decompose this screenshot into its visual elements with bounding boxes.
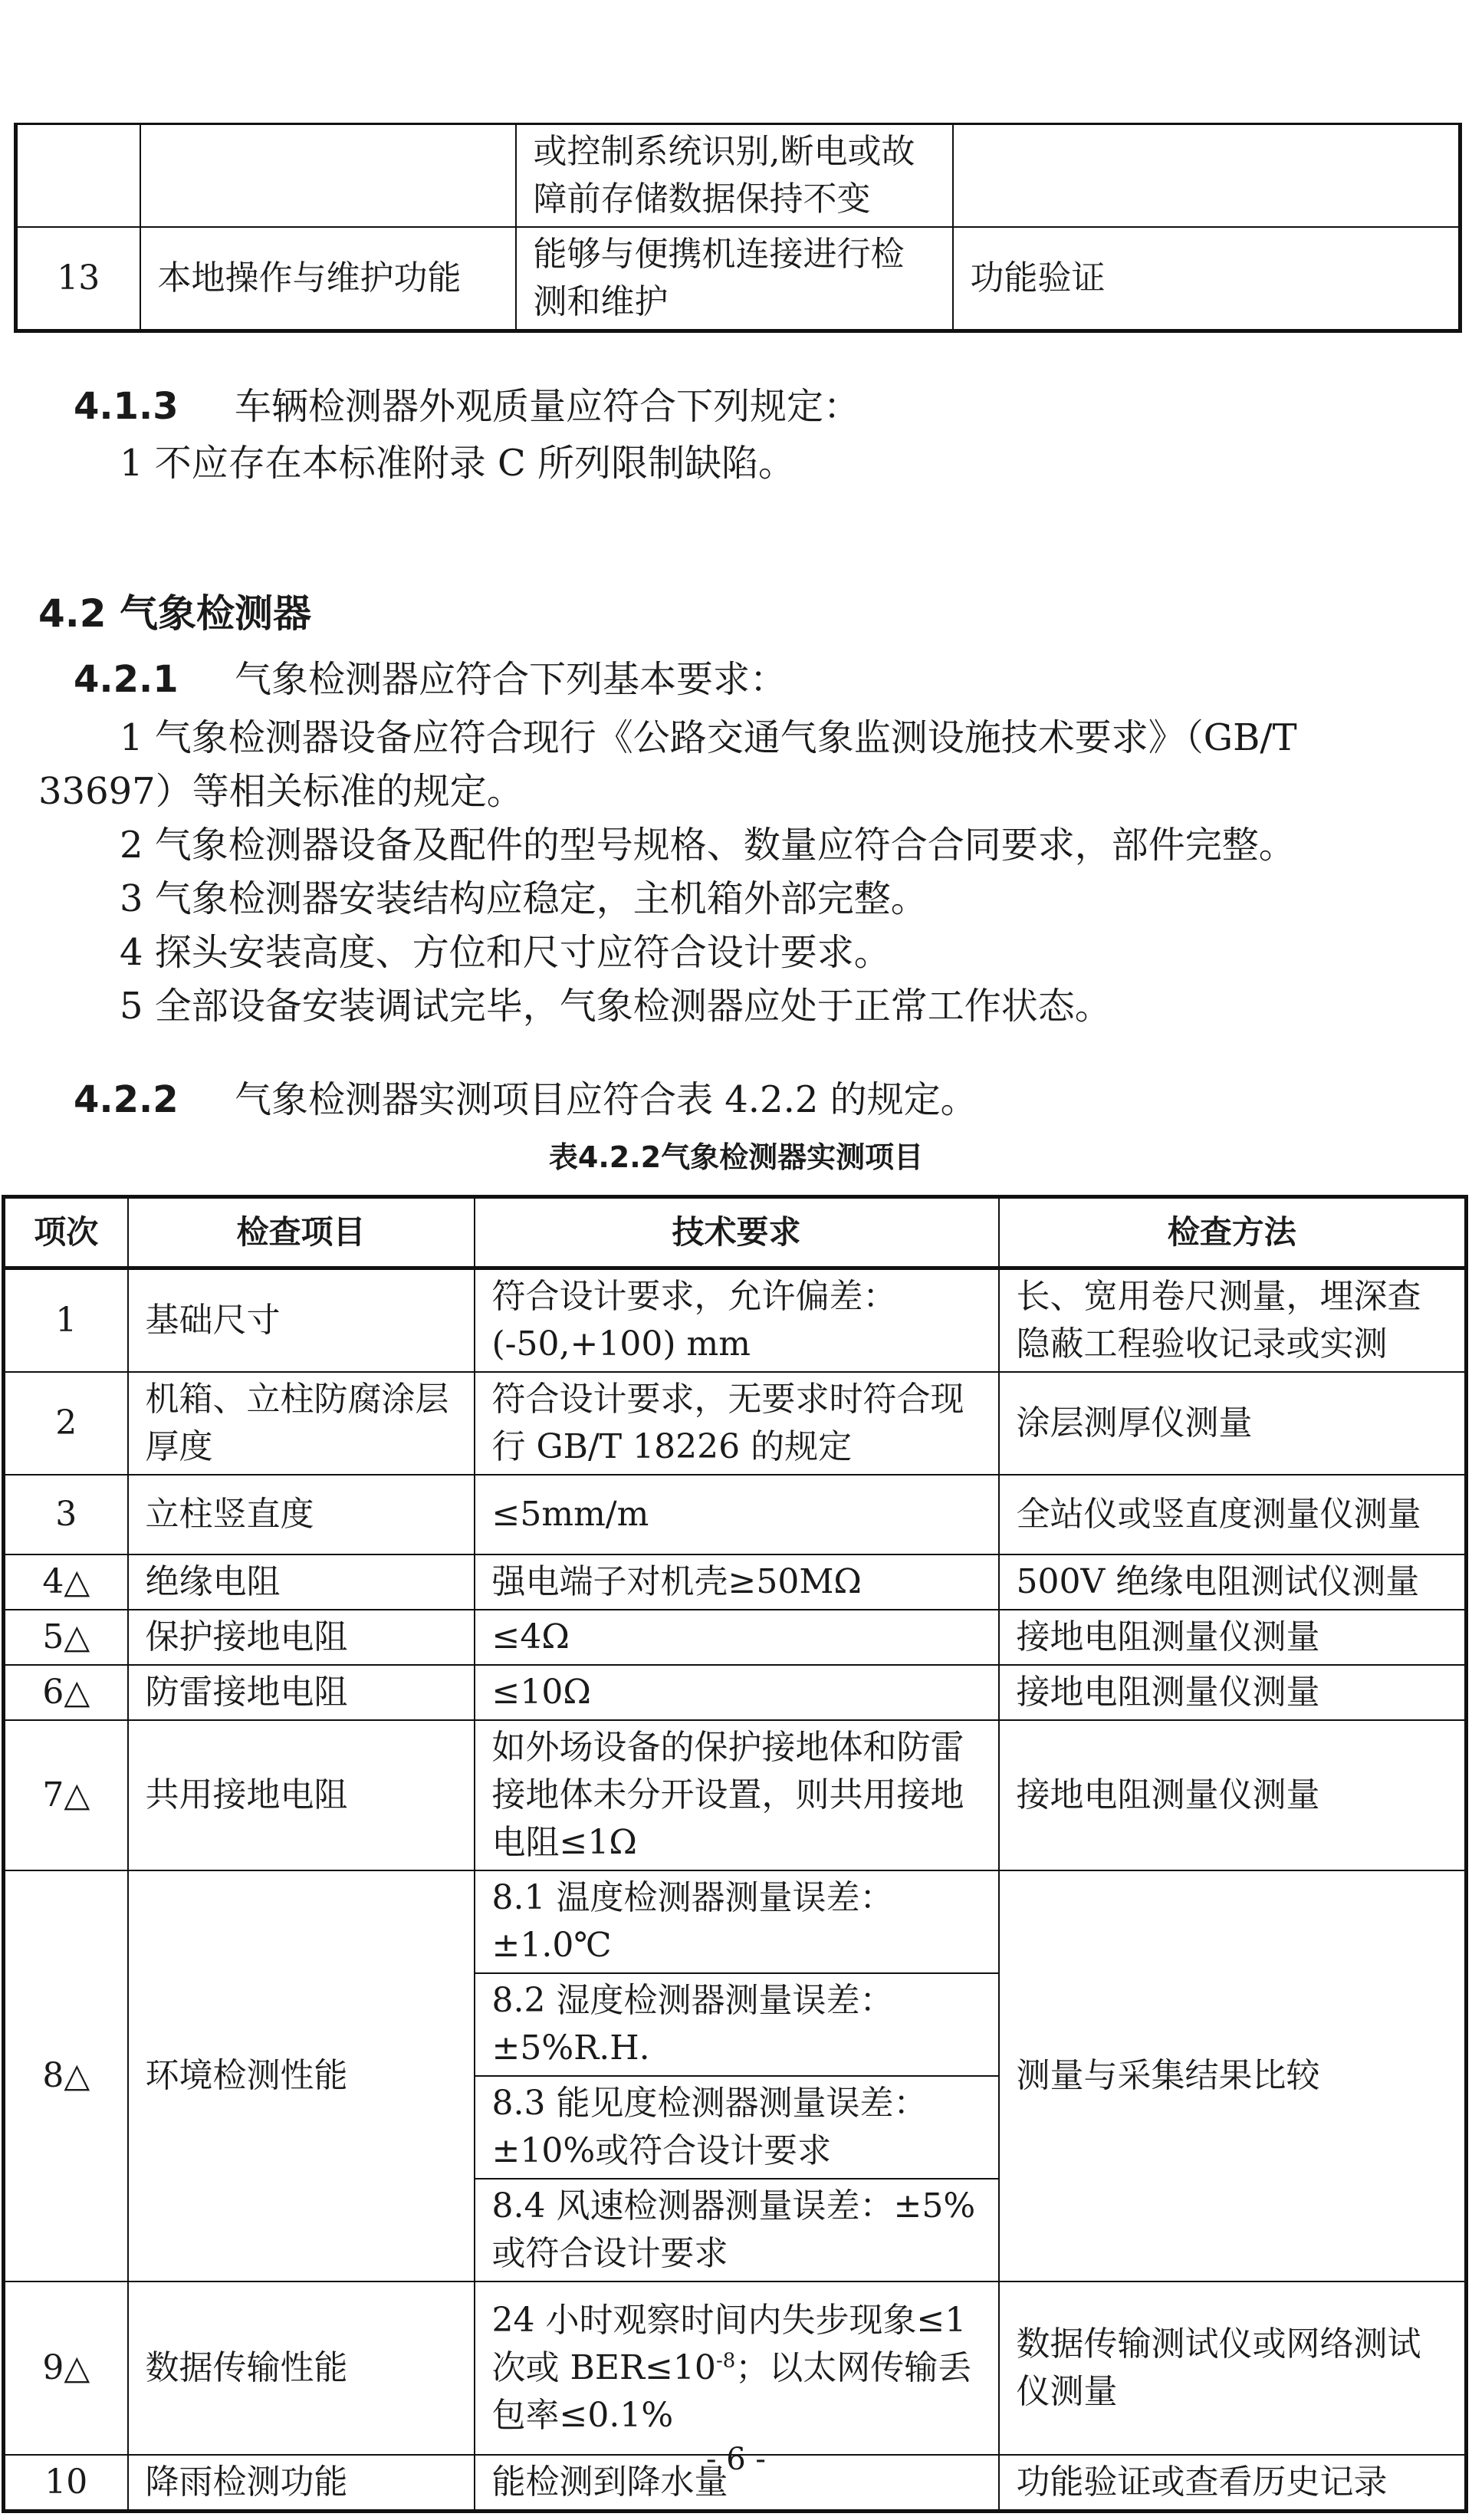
table-header-row [4,1197,1467,1268]
row-method: 数据传输测试仪或网络测试仪测量 [999,2281,1467,2455]
table-row [4,1720,1467,1870]
row-item: 绝缘电阻 [128,1554,475,1610]
requirement-text-continued: ；以太网传输丢包率≤0.1% [491,2348,972,2435]
table-row [4,1610,1467,1665]
row-no: 5△ [4,1610,128,1665]
table-row [4,2281,1467,2455]
clause-4-2-2 [74,1077,978,1123]
clause-item: 4 探头安装高度、方位和尺寸应符合设计要求。 [120,931,891,974]
row-requirement: 或控制系统识别,断电或故障前存储数据保持不变 [516,124,953,228]
row-no [16,124,140,228]
row-requirement: 如外场设备的保护接地体和防雷接地体未分开设置，则共用接地电阻≤1Ω [475,1720,999,1870]
main-table [2,1195,1468,2513]
row-item: 机箱、立柱防腐涂层厚度 [128,1372,475,1475]
table-row [4,1372,1467,1475]
table-caption: 表4.2.2气象检测器实测项目 [548,1140,924,1174]
clause-item: 3 气象检测器安装结构应稳定，主机箱外部完整。 [120,877,928,920]
row-item: 基础尺寸 [128,1268,475,1373]
row-method: 测量与采集结果比较 [999,1870,1467,2281]
row-requirement: ≤4Ω [475,1610,999,1665]
row-item: 保护接地电阻 [128,1610,475,1665]
table-row [16,124,1460,228]
clause-item: 1 气象检测器设备应符合现行《公路交通气象监测设施技术要求》（GB/T [120,716,1297,759]
row-no: 3 [4,1475,128,1554]
table-row [4,1475,1467,1554]
row-method [953,124,1460,228]
row-no: 13 [16,227,140,331]
row-requirement: 8.1 温度检测器测量误差：±1.0℃ [475,1870,999,1973]
row-no: 2 [4,1372,128,1475]
row-item: 本地操作与维护功能 [140,227,516,331]
row-no: 1 [4,1268,128,1373]
table-row [4,1554,1467,1610]
superscript-exponent: -8 [715,2349,736,2373]
clause-number: 4.2.2 [74,1078,179,1121]
row-no: 10 [4,2455,128,2512]
clause-4-1-3 [74,383,860,429]
header-requirement: 技术要求 [475,1197,999,1268]
section-title: 气象检测器 [120,591,311,636]
section-heading [38,583,311,638]
table-row [4,1665,1467,1720]
row-item: 共用接地电阻 [128,1720,475,1870]
table-row [4,1268,1467,1373]
row-no: 4△ [4,1554,128,1610]
row-item [140,124,516,228]
row-method: 涂层测厚仪测量 [999,1372,1467,1475]
row-no: 7△ [4,1720,128,1870]
row-method: 接地电阻测量仪测量 [999,1665,1467,1720]
clause-text: 气象检测器实测项目应符合表 4.2.2 的规定。 [235,1078,978,1121]
row-requirement: 8.2 湿度检测器测量误差：±5%R.H. [475,1973,999,2076]
row-no: 9△ [4,2281,128,2455]
row-method: 全站仪或竖直度测量仪测量 [999,1475,1467,1554]
row-requirement: ≤5mm/m [475,1475,999,1554]
clause-item: 1 不应存在本标准附录 C 所列限制缺陷。 [120,442,796,485]
row-no: 6△ [4,1665,128,1720]
clause-item-continuation: 33697）等相关标准的规定。 [38,770,524,813]
row-method: 长、宽用卷尺测量，埋深查隐蔽工程验收记录或实测 [999,1268,1467,1373]
row-item: 防雷接地电阻 [128,1665,475,1720]
clause-number: 4.2.1 [74,658,179,701]
table-row [4,1870,1467,1973]
clause-item: 5 全部设备安装调试完毕，气象检测器应处于正常工作状态。 [120,985,1112,1028]
header-item: 检查项目 [128,1197,475,1268]
row-method: 接地电阻测量仪测量 [999,1720,1467,1870]
header-method: 检查方法 [999,1197,1467,1268]
row-no: 8△ [4,1870,128,2281]
row-item: 数据传输性能 [128,2281,475,2455]
row-item: 降雨检测功能 [128,2455,475,2512]
row-item: 环境检测性能 [128,1870,475,2281]
clause-4-2-1 [74,656,787,702]
clause-text: 气象检测器应符合下列基本要求： [235,658,787,701]
clause-number: 4.1.3 [74,385,179,428]
row-method: 接地电阻测量仪测量 [999,1610,1467,1665]
row-requirement: 能检测到降水量 [475,2455,999,2512]
row-requirement [475,2281,999,2455]
row-method: 功能验证或查看历史记录 [999,2455,1467,2512]
row-requirement: ≤10Ω [475,1665,999,1720]
row-requirement: 符合设计要求，允许偏差：(-50,+100) mm [475,1268,999,1373]
requirement-text: 24 小时观察时间内失步现象≤1 次或 BER≤10 [491,2301,967,2387]
row-method: 功能验证 [953,227,1460,331]
row-item: 立柱竖直度 [128,1475,475,1554]
row-method: 500V 绝缘电阻测试仪测量 [999,1554,1467,1610]
row-requirement: 8.3 能见度检测器测量误差：±10%或符合设计要求 [475,2076,999,2179]
clause-text: 车辆检测器外观质量应符合下列规定： [235,385,861,428]
row-requirement: 能够与便携机连接进行检测和维护 [516,227,953,331]
row-requirement: 强电端子对机壳≥50MΩ [475,1554,999,1610]
top-table [14,123,1462,333]
section-number: 4.2 [38,591,107,636]
row-requirement: 符合设计要求，无要求时符合现行 GB/T 18226 的规定 [475,1372,999,1475]
header-no: 项次 [4,1197,128,1268]
table-row [16,227,1460,331]
page-number: - 6 - [706,2442,766,2477]
row-requirement: 8.4 风速检测器测量误差：±5%或符合设计要求 [475,2179,999,2281]
clause-item: 2 气象检测器设备及配件的型号规格、数量应符合合同要求，部件完整。 [120,824,1296,867]
